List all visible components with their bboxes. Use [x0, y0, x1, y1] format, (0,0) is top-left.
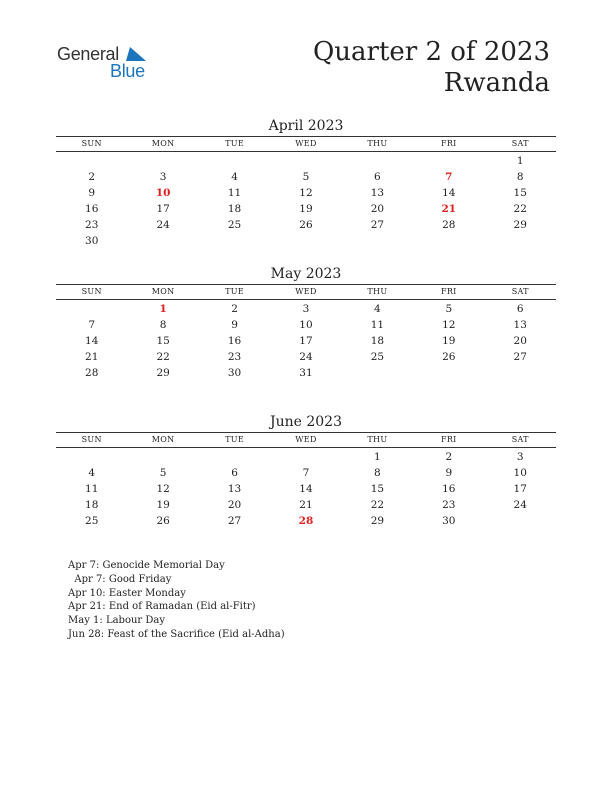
day-cell: 26: [299, 219, 313, 232]
week-row: [56, 233, 556, 249]
title-quarter: Quarter 2 of 2023: [312, 37, 550, 67]
generalblue-logo: [57, 44, 157, 82]
day-cell: 11: [85, 482, 99, 495]
day-cell: 27: [227, 515, 242, 528]
weekday-label: TUE: [225, 435, 244, 444]
day-cell: [56, 301, 127, 317]
day-cell: 19: [299, 203, 313, 216]
weekday-label: SAT: [511, 287, 529, 296]
day-cell: 22: [156, 351, 170, 364]
day-cell: 9: [231, 318, 238, 331]
day-cell: 17: [156, 203, 170, 216]
day-cell: [127, 233, 198, 249]
day-cell: 17: [299, 334, 313, 347]
day-cell: 24: [513, 499, 527, 512]
day-cell: 12: [156, 482, 170, 495]
day-cell: 1: [516, 154, 524, 167]
day-cell: 20: [227, 499, 242, 512]
day-cell: 13: [227, 482, 242, 495]
holiday-day-cell: 21: [441, 203, 457, 216]
day-cell: 4: [231, 170, 238, 183]
logo-triangle-icon: [126, 47, 146, 61]
holiday-note: Apr 21: End of Ramadan (Eid al-Fitr): [68, 601, 256, 613]
day-cell: 6: [231, 466, 238, 479]
day-cell: 29: [156, 367, 170, 380]
weekday-label: THU: [367, 139, 388, 148]
day-cell: 27: [513, 351, 527, 364]
day-cell: 18: [227, 203, 242, 216]
weekday-label: MON: [151, 287, 175, 296]
holiday-note: Apr 10: Easter Monday: [68, 587, 186, 599]
holiday-note: Apr 7: Genocide Memorial Day: [68, 560, 225, 571]
day-cell: 15: [513, 186, 527, 199]
day-cell: 22: [370, 499, 385, 512]
holiday-day-cell: 28: [298, 515, 314, 528]
logo-text-blue: Blue: [110, 61, 145, 81]
day-cell: 10: [513, 466, 527, 479]
week-row: [56, 153, 556, 169]
weekday-label: SUN: [81, 435, 102, 444]
holiday-note: Jun 28: Feast of the Sacrifice (Eid al-Adha): [68, 628, 285, 640]
day-cell: 8: [374, 466, 381, 479]
day-cell: 30: [442, 515, 456, 528]
day-cell: 3: [159, 170, 167, 183]
day-cell: 8: [159, 318, 167, 331]
weekday-label: MON: [151, 435, 175, 444]
day-cell: 2: [231, 302, 238, 315]
weekday-label: THU: [367, 435, 388, 444]
day-cell: 20: [370, 203, 385, 216]
day-cell: 9: [445, 466, 453, 479]
day-cell: 12: [299, 186, 313, 199]
day-cell: 1: [374, 450, 381, 463]
day-cell: 2: [445, 450, 453, 463]
day-cell: 21: [299, 499, 313, 512]
day-cell: 7: [88, 318, 96, 331]
weekday-header: [56, 136, 556, 152]
day-cell: 12: [442, 318, 456, 331]
day-cell: 6: [374, 170, 381, 183]
weekday-label: WED: [295, 287, 317, 296]
page-title: [313, 37, 550, 99]
day-cell: 3: [302, 302, 310, 315]
day-cell: 10: [299, 318, 313, 331]
week-row: [56, 497, 556, 513]
day-cell: 4: [88, 466, 96, 479]
day-cell: 2: [88, 170, 96, 183]
weekday-label: MON: [151, 139, 175, 148]
weekday-label: SUN: [81, 139, 102, 148]
day-cell: 18: [370, 334, 385, 347]
week-row: [56, 201, 556, 217]
weekday-label: FRI: [441, 287, 457, 296]
day-cell: [413, 365, 484, 381]
day-cell: [413, 153, 484, 169]
week-row: [56, 185, 556, 201]
day-cell: 21: [85, 351, 99, 364]
day-cell: 23: [442, 499, 456, 512]
week-row: [56, 365, 556, 381]
holiday-day-cell: 7: [445, 170, 453, 183]
holiday-list: [68, 559, 285, 642]
day-cell: 30: [85, 235, 99, 248]
week-row: [56, 301, 556, 317]
week-row: [56, 349, 556, 365]
day-cell: 28: [442, 219, 456, 232]
day-cell: 22: [513, 203, 527, 216]
day-cell: 3: [516, 450, 524, 463]
day-cell: 25: [370, 351, 385, 364]
month-april: [56, 116, 556, 249]
holiday-day-cell: 10: [155, 186, 171, 199]
day-cell: 24: [299, 351, 313, 364]
day-cell: [270, 233, 341, 249]
week-row: [56, 169, 556, 185]
day-cell: 9: [88, 186, 96, 199]
day-cell: 26: [442, 351, 456, 364]
day-cell: 5: [159, 466, 167, 479]
day-cell: 7: [302, 466, 310, 479]
week-row: [56, 513, 556, 529]
day-cell: 27: [370, 219, 385, 232]
month-title: June 2023: [269, 414, 342, 430]
day-cell: 25: [227, 219, 242, 232]
day-cell: 15: [156, 334, 170, 347]
day-cell: 18: [85, 499, 99, 512]
day-cell: 11: [227, 186, 242, 199]
weekday-label: TUE: [225, 287, 244, 296]
weekday-header: [56, 284, 556, 300]
day-cell: 6: [516, 302, 524, 315]
day-cell: 17: [513, 482, 527, 495]
weekday-label: WED: [295, 139, 317, 148]
day-cell: 14: [442, 186, 456, 199]
week-row: [56, 481, 556, 497]
weekday-label: FRI: [441, 435, 457, 444]
month-may: [56, 264, 556, 381]
month-june: [56, 412, 556, 529]
week-row: [56, 217, 556, 233]
day-cell: 31: [299, 367, 313, 380]
weekday-label: WED: [295, 435, 317, 444]
day-cell: [485, 513, 556, 529]
holiday-day-cell: 1: [159, 302, 167, 315]
day-cell: 5: [445, 302, 453, 315]
day-cell: [270, 449, 341, 465]
holiday-note: Apr 7: Good Friday: [68, 573, 172, 585]
week-row: [56, 449, 556, 465]
day-cell: [342, 365, 413, 381]
title-country: Rwanda: [443, 68, 550, 98]
day-cell: [199, 153, 270, 169]
day-cell: [342, 233, 413, 249]
day-cell: [56, 153, 127, 169]
day-cell: 13: [370, 186, 385, 199]
week-row: [56, 333, 556, 349]
day-cell: 16: [227, 334, 242, 347]
day-cell: [56, 449, 127, 465]
day-cell: [199, 233, 270, 249]
weekday-header: [56, 432, 556, 448]
month-title: April 2023: [268, 118, 344, 134]
weekday-label: TUE: [225, 139, 244, 148]
day-cell: 23: [85, 219, 99, 232]
holiday-note: May 1: Labour Day: [68, 615, 165, 627]
day-cell: 8: [516, 170, 524, 183]
day-cell: 19: [442, 334, 456, 347]
day-cell: [270, 153, 341, 169]
week-row: [56, 317, 556, 333]
weekday-label: SAT: [511, 139, 529, 148]
month-title: May 2023: [270, 266, 342, 282]
day-cell: 13: [513, 318, 527, 331]
day-cell: 24: [156, 219, 170, 232]
day-cell: 26: [156, 515, 170, 528]
day-cell: 14: [85, 334, 99, 347]
day-cell: [127, 153, 198, 169]
day-cell: 28: [85, 367, 99, 380]
day-cell: 5: [302, 170, 310, 183]
day-cell: [413, 233, 484, 249]
day-cell: 14: [299, 482, 313, 495]
day-cell: 11: [370, 318, 385, 331]
logo-text-general: General: [57, 44, 119, 64]
weekday-label: FRI: [441, 139, 457, 148]
day-cell: 15: [370, 482, 385, 495]
day-cell: 20: [513, 334, 527, 347]
day-cell: 29: [370, 515, 385, 528]
day-cell: [485, 365, 556, 381]
day-cell: 19: [156, 499, 170, 512]
day-cell: [127, 449, 198, 465]
day-cell: 29: [513, 219, 527, 232]
weekday-label: SUN: [81, 287, 102, 296]
day-cell: 25: [85, 515, 99, 528]
week-row: [56, 465, 556, 481]
day-cell: 16: [442, 482, 456, 495]
weekday-label: SAT: [511, 435, 529, 444]
day-cell: 23: [227, 351, 242, 364]
day-cell: 30: [227, 367, 242, 380]
day-cell: [342, 153, 413, 169]
day-cell: 16: [85, 203, 99, 216]
day-cell: 4: [374, 302, 381, 315]
weekday-label: THU: [367, 287, 388, 296]
day-cell: [199, 449, 270, 465]
day-cell: [485, 233, 556, 249]
